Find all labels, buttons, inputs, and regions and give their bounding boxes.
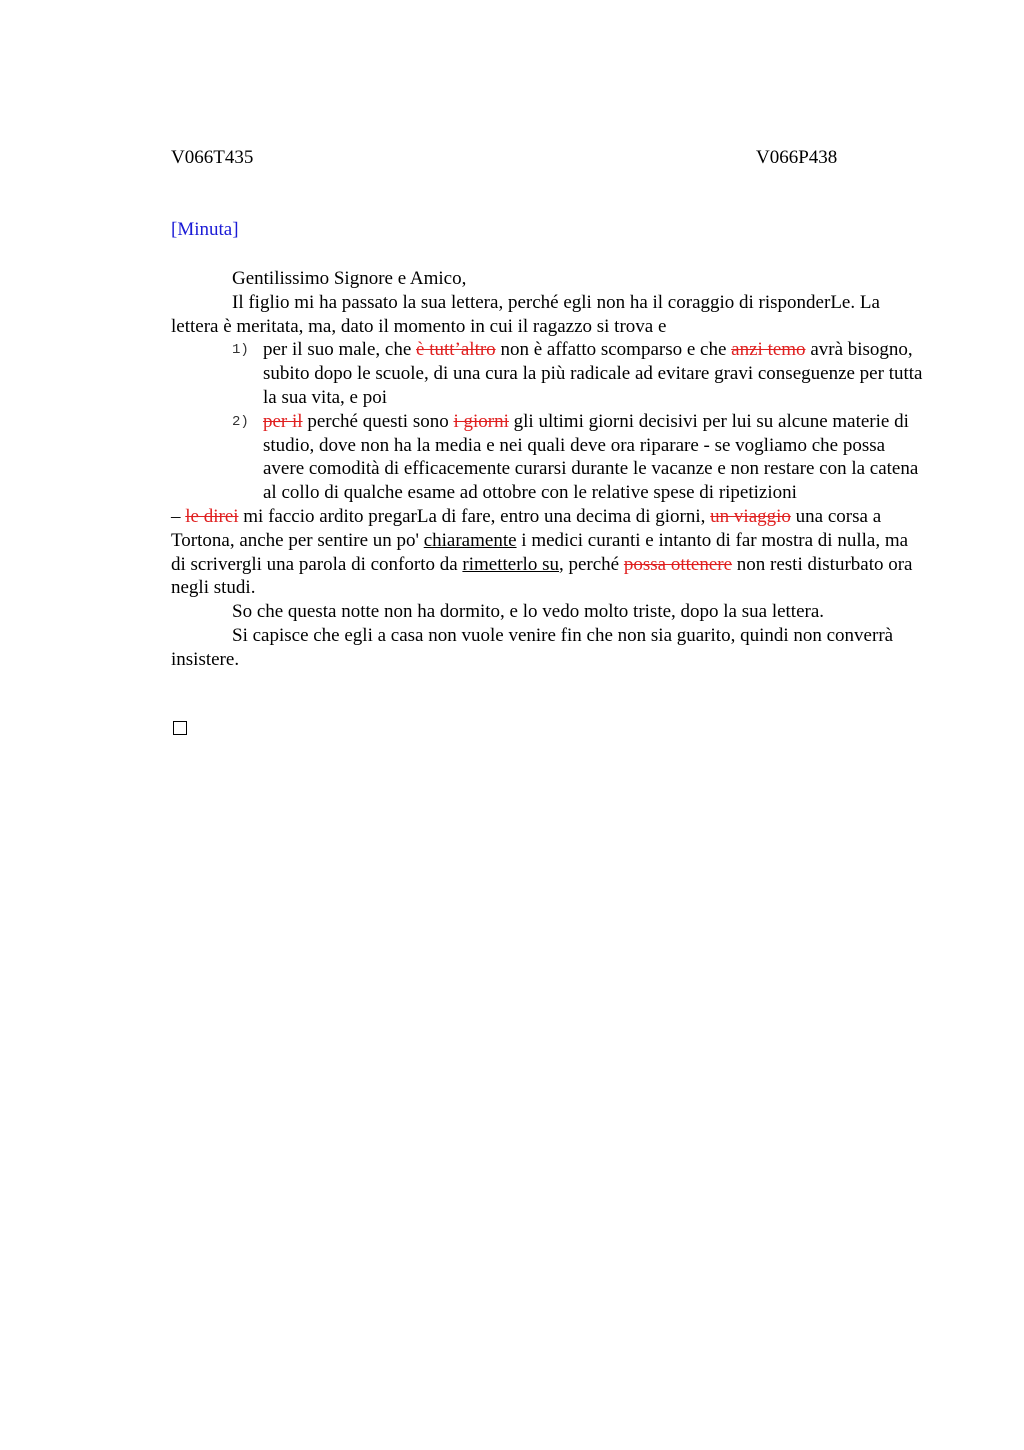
deleted-text: possa ottenere bbox=[623, 553, 733, 575]
deleted-text: per il bbox=[263, 410, 303, 432]
end-marker-box bbox=[173, 721, 187, 735]
paragraph-request bbox=[171, 505, 923, 600]
text-span: – bbox=[171, 505, 186, 527]
list-item-1 bbox=[171, 338, 923, 409]
text-span: non resti disturbato ora negli studi. bbox=[171, 553, 913, 599]
text-span: mi faccio ardito pregarLa di fare, entro una decima di giorni, bbox=[238, 505, 711, 527]
list-number: 2) bbox=[232, 413, 249, 430]
text-span: per il suo male, che bbox=[263, 339, 417, 361]
underlined-text: rimetterlo su bbox=[462, 553, 559, 575]
underlined-text: chiaramente bbox=[423, 529, 517, 551]
text-span: perché questi sono bbox=[302, 410, 454, 432]
text-span: una corsa a Tortona, anche per sentire un po' bbox=[171, 505, 882, 551]
text-span: , perché bbox=[558, 553, 624, 575]
paragraph-intro bbox=[171, 291, 923, 339]
text-span: Il figlio mi ha passato la sua lettera, perché egli non ha il coraggio di risponderLe. La lettera è meritata, ma, dato il momento in cui il ragazzo si trova e bbox=[171, 291, 880, 337]
deleted-text: le direi bbox=[185, 505, 239, 527]
deleted-text: i giorni bbox=[453, 410, 509, 432]
deleted-text: un viaggio bbox=[710, 505, 791, 527]
paragraph-home: Si capisce che egli a casa non vuole venire fin che non sia guarito, quindi non converrà insistere. bbox=[171, 624, 894, 670]
paragraph-night: So che questa notte non ha dormito, e lo vedo molto triste, dopo la sua lettera. bbox=[232, 601, 825, 623]
document-code-right: V066P438 bbox=[756, 147, 838, 168]
text-span: i medici curanti e intanto di far mostra di nulla, ma di scrivergli una parola di conforto da bbox=[171, 529, 909, 575]
text-span: non è affatto scomparso e che bbox=[495, 339, 732, 361]
text-span: gli ultimi giorni decisivi per lui su alcune materie di studio, dove non ha la media e nei quali deve ora riparare - se vogliamo che possa avere comodità di efficacemente curarsi durante le vacanze e non restare con la catena al collo di qualche esame ad ottobre con le relative spese di ripetizioni bbox=[263, 410, 919, 504]
list-number: 1) bbox=[232, 342, 249, 359]
list-item-2 bbox=[171, 410, 923, 505]
document-code-left: V066T435 bbox=[171, 147, 254, 168]
minuta-label: [Minuta] bbox=[171, 219, 239, 240]
letter-body bbox=[171, 267, 923, 672]
deleted-text: anzi temo bbox=[731, 339, 806, 361]
salutation: Gentilissimo Signore e Amico, bbox=[232, 268, 467, 289]
deleted-text: è tutt’altro bbox=[416, 339, 496, 361]
text-span: avrà bisogno, subito dopo le scuole, di una cura la più radicale ad evitare gravi conseguenze per tutta la sua vita, e poi bbox=[263, 339, 923, 408]
